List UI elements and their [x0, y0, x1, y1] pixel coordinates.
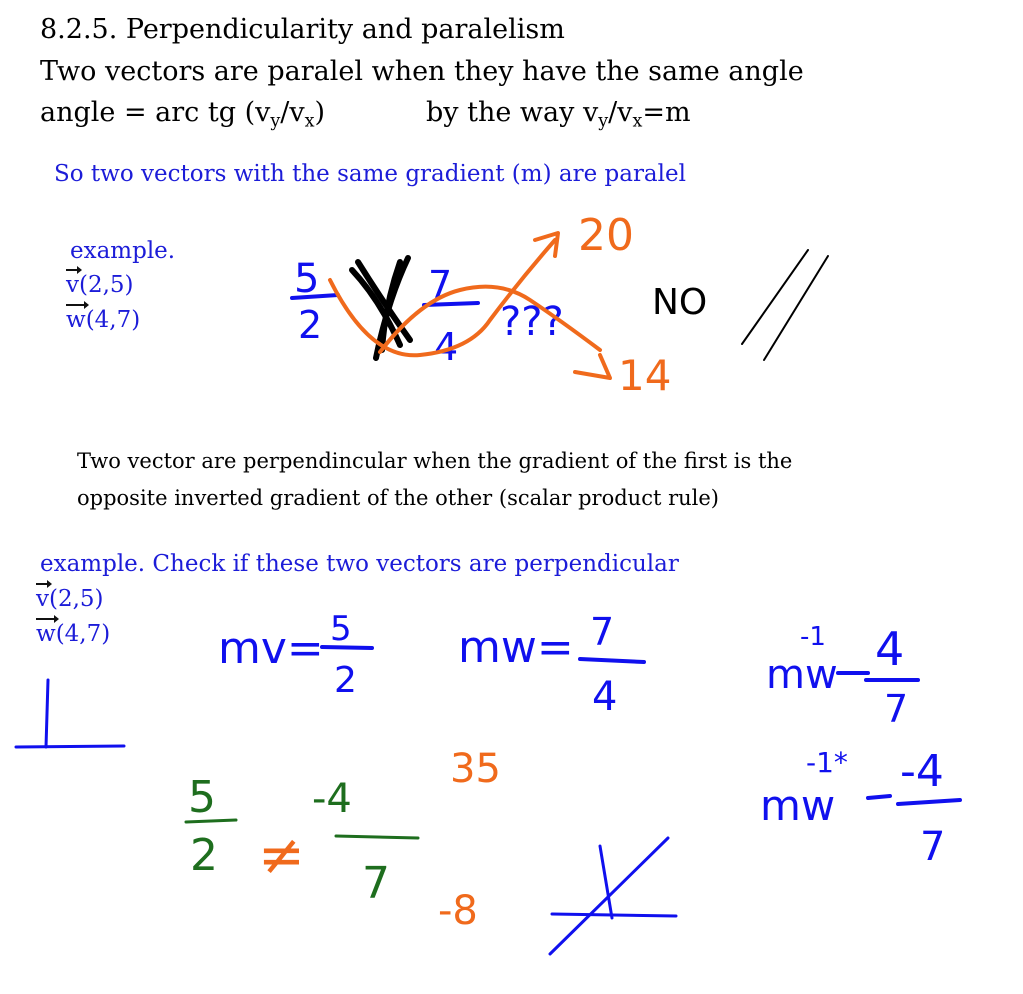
ink-mw-inv-num: 4: [875, 622, 905, 676]
ink-frac1-bar: [292, 295, 338, 298]
ink-check-slash: [550, 838, 668, 954]
perp-rule-line2: opposite inverted gradient of the other (scalar product rule): [77, 486, 719, 510]
btw-slash: /v: [608, 97, 633, 128]
ink-cross-stroke-c: [376, 258, 408, 358]
section-title: 8.2.5. Perpendicularity and paralelism: [40, 14, 565, 45]
vector-w-coords: (4,7): [85, 307, 141, 333]
ink-cross-check: [550, 838, 676, 954]
vector-v2-name: v: [36, 586, 49, 612]
angle-formula: [40, 97, 325, 131]
ink-frac1-num: 5: [294, 256, 320, 302]
ink-parallel-line-b: [764, 256, 828, 360]
ink-orange-minus8: -8: [438, 888, 478, 934]
ink-orange-arrows: [330, 233, 610, 378]
angle-close: ): [314, 97, 326, 128]
ink-mw-inverse: [766, 622, 918, 731]
angle-sub-y: y: [270, 111, 281, 132]
ink-mv-den: 2: [334, 660, 357, 701]
example2-label: example. Check if these two vectors are perpendicular: [40, 551, 679, 577]
angle-slash: /v: [280, 97, 305, 128]
ink-mw-inv-sup: -1: [800, 622, 826, 652]
ink-arrow-down-curve: [380, 287, 600, 352]
ink-cross-stroke-b: [352, 270, 400, 345]
ink-orange-14: 14: [618, 351, 672, 400]
ink-mw-bar: [580, 659, 644, 662]
ink-green-num: 5: [188, 772, 216, 823]
ink-check-horizontal: [552, 914, 676, 916]
ink-mw-num: 7: [590, 610, 615, 654]
angle-sub-x: x: [304, 111, 315, 132]
example2-vector-w: [36, 621, 110, 647]
ink-mw-inv2-eq: [868, 796, 890, 798]
vector-w2-name: w: [36, 621, 56, 647]
ink-mw-inv-den: 7: [884, 687, 909, 731]
ink-mv: [218, 609, 372, 701]
vector-v-coords: (2,5): [79, 272, 134, 298]
ink-five-halves: [292, 256, 338, 347]
ink-check-vertical: [600, 846, 612, 918]
ink-cross-stroke-d: [382, 262, 400, 350]
ink-green-rhs-den: 7: [362, 858, 390, 909]
ink-orange-35: 35: [450, 746, 501, 792]
vector-w2-coords: (4,7): [55, 621, 111, 647]
vector-w-name: w: [66, 307, 86, 333]
ink-mv-label: mv=: [218, 623, 324, 674]
ink-mw-inv2-bar: [898, 800, 960, 804]
example1-vector-v: [66, 272, 134, 298]
example1-vector-w: [66, 307, 140, 333]
btw-sub-y: y: [598, 111, 609, 132]
ink-frac2-bar: [424, 303, 478, 305]
gradient-note: [426, 97, 691, 131]
ink-mw-label: mw=: [458, 622, 574, 673]
example2-vector-v: [36, 586, 104, 612]
ink-green-rhs-bar: [336, 836, 418, 838]
ink-mw: [458, 610, 644, 720]
btw-sub-x: x: [632, 111, 643, 132]
ink-no: NO: [652, 282, 708, 323]
ink-mw-inverse-neg: [760, 746, 960, 870]
ink-cross-stroke-a: [358, 262, 410, 340]
ink-green-bar: [186, 820, 236, 822]
ink-mw-inv-label: mw: [766, 652, 838, 698]
vector-v-name: v: [66, 272, 79, 298]
ink-arrow-down-head: [575, 355, 610, 378]
angle-prefix: angle = arc tg (v: [40, 97, 271, 128]
ink-not-equal: ≠: [258, 823, 305, 888]
parallel-definition: Two vectors are paralel when they have the same angle: [40, 56, 804, 87]
ink-arrow-up-head: [535, 233, 558, 256]
ink-perp-vertical: [46, 680, 48, 747]
ink-parallel-lines: [742, 250, 828, 360]
ink-frac2-den: 4: [434, 325, 459, 369]
ink-mw-inv2-num: -4: [900, 746, 944, 797]
ink-frac2-num: 7: [428, 263, 453, 307]
ink-mw-inv2-label: mw: [760, 781, 836, 830]
ink-green-den: 2: [190, 830, 218, 881]
perp-rule-line1: Two vector are perpendincular when the gradient of the first is the: [77, 449, 793, 473]
ink-frac1-den: 2: [298, 303, 323, 347]
ink-black-cross: [352, 258, 410, 358]
ink-mw-inv2-den: 7: [920, 824, 946, 870]
parallel-note: So two vectors with the same gradient (m) are paralel: [54, 161, 686, 187]
ink-orange-20: 20: [578, 210, 634, 261]
ink-perp-symbol: [16, 680, 124, 747]
ink-mv-bar: [322, 647, 372, 648]
example1-label: example.: [70, 238, 176, 264]
ink-arrow-up-curve: [330, 240, 555, 355]
ink-mw-inv2-sup: -1*: [806, 746, 848, 779]
ink-green-comparison: [186, 772, 418, 909]
ink-mw-den: 4: [592, 674, 618, 720]
btw-suffix: =m: [642, 97, 691, 128]
vector-v2-coords: (2,5): [49, 586, 104, 612]
ink-green-rhs-num: -4: [312, 776, 352, 822]
ink-parallel-line-a: [742, 250, 808, 344]
ink-mv-num: 5: [330, 609, 352, 649]
ink-question-marks: ???: [500, 299, 564, 345]
btw-prefix: by the way v: [426, 97, 599, 128]
ink-seven-quarters: [424, 263, 478, 369]
ink-perp-horizontal: [16, 746, 124, 747]
